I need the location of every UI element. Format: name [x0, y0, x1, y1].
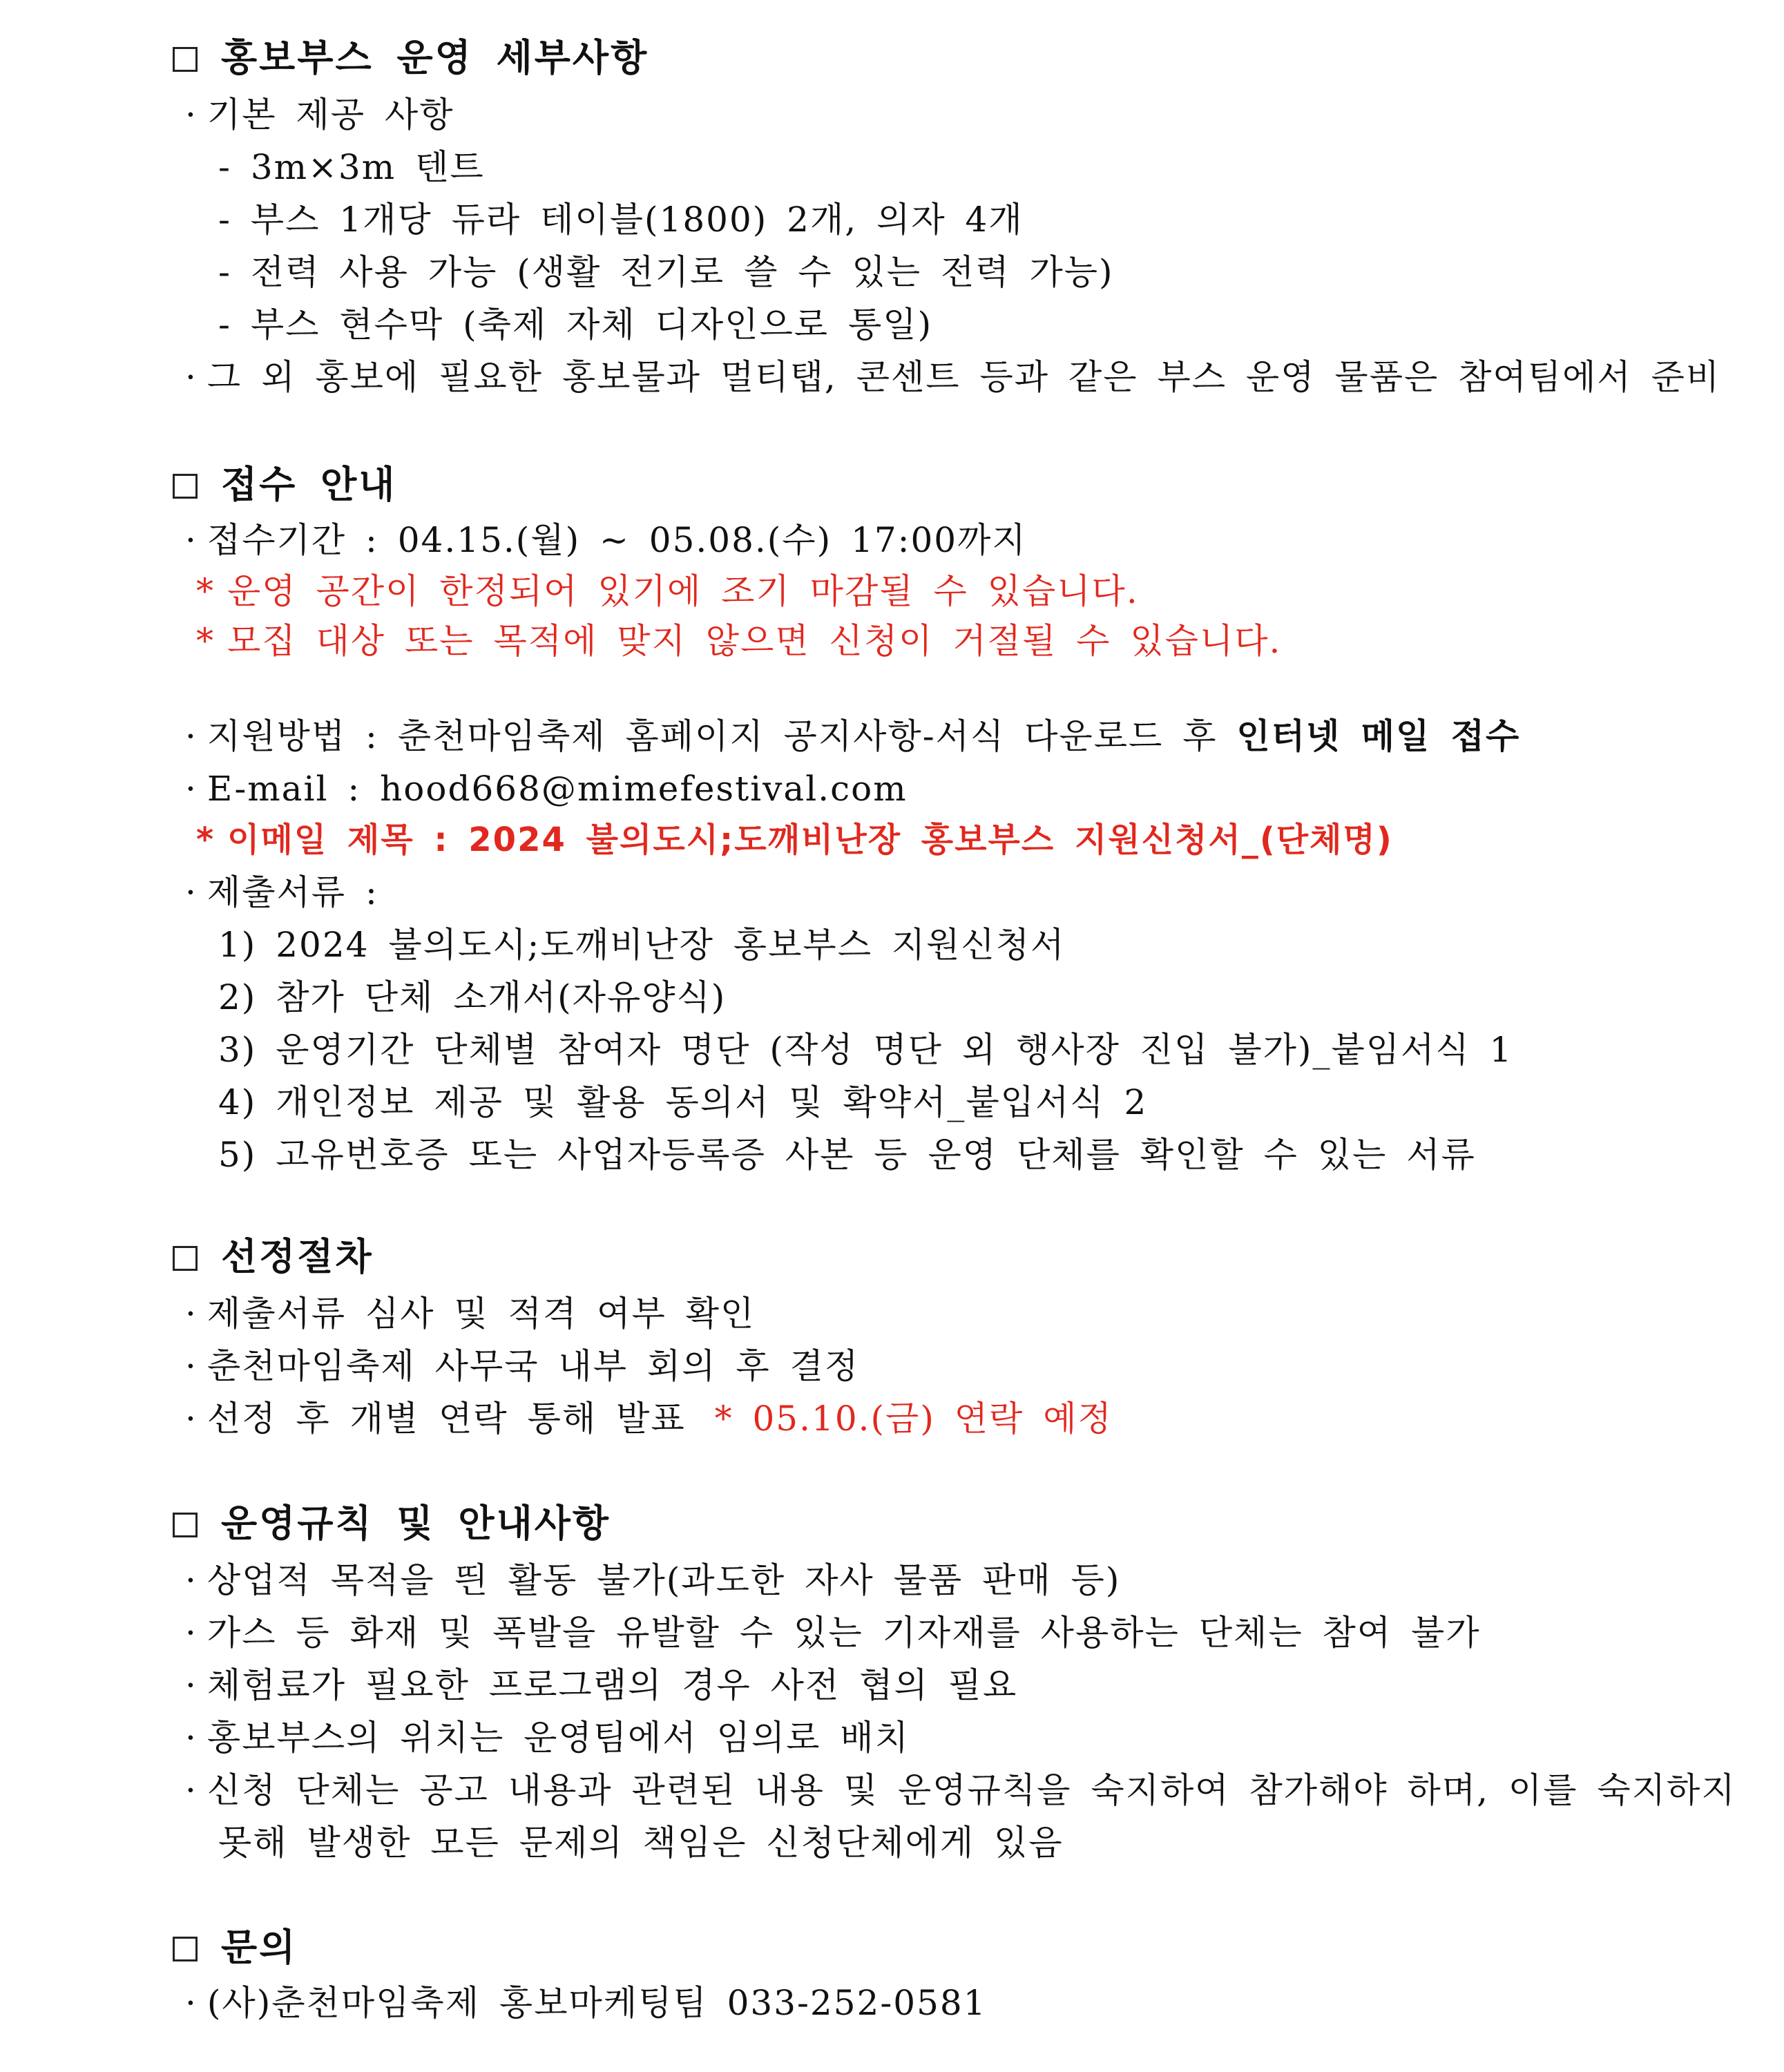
reception-method: · 지원방법 : 춘천마임축제 홈페이지 공지사항-서식 다운로드 후 인터넷 메일 접수	[185, 716, 1521, 756]
selection-item-3: · 선정 후 개별 연락 통해 발표 * 05.10.(금) 연락 예정	[185, 1399, 1113, 1439]
reception-email: · E-mail : hood668@mimefestival.com	[185, 769, 908, 809]
section-heading-booth: 홍보부스 운영 세부사항	[173, 37, 649, 79]
section-heading-selection: 선정절차	[173, 1236, 374, 1278]
rules-item-5-continued: 못해 발생한 모든 문제의 책임은 신청단체에게 있음	[218, 1823, 1064, 1863]
reception-doc-3: 3) 운영기간 단체별 참여자 명단 (작성 명단 외 행사장 진입 불가)_붙임서식 1	[218, 1030, 1513, 1070]
selection-item-2: · 춘천마임축제 사무국 내부 회의 후 결정	[185, 1346, 860, 1386]
booth-item-other: · 그 외 홍보에 필요한 홍보물과 멀티탭, 콘센트 등과 같은 부스 운영 물품은 참여팀에서 준비	[185, 357, 1721, 397]
booth-sub-power: - 전력 사용 가능 (생활 전기로 쓸 수 있는 전력 가능)	[218, 252, 1114, 292]
checkbox-icon	[173, 1937, 198, 1961]
checkbox-icon	[173, 47, 198, 72]
reception-note-early-close: * 운영 공간이 한정되어 있기에 조기 마감될 수 있습니다.	[196, 571, 1139, 611]
section-heading-inquiry: 문의	[173, 1927, 297, 1968]
section-heading-rules: 운영규칙 및 안내사항	[173, 1503, 611, 1544]
reception-note-rejection: * 모집 대상 또는 목적에 맞지 않으면 신청이 거절될 수 있습니다.	[196, 621, 1282, 661]
reception-docs-label: · 제출서류 :	[185, 872, 378, 912]
selection-contact-note: * 05.10.(금) 연락 예정	[714, 1399, 1113, 1439]
booth-sub-tent: - 3m×3m 텐트	[218, 147, 485, 187]
reception-doc-5: 5) 고유번호증 또는 사업자등록증 사본 등 운영 단체를 확인할 수 있는 서류	[218, 1135, 1476, 1175]
checkbox-icon	[173, 1246, 198, 1271]
reception-doc-1: 1) 2024 불의도시;도깨비난장 홍보부스 지원신청서	[218, 925, 1066, 965]
booth-sub-banner: - 부스 현수막 (축제 자체 디자인으로 통일)	[218, 305, 933, 345]
reception-period: · 접수기간 : 04.15.(월) ~ 05.08.(수) 17:00까지	[185, 520, 1027, 560]
rules-item-3: · 체험료가 필요한 프로그램의 경우 사전 협의 필요	[185, 1665, 1018, 1705]
booth-sub-table: - 부스 1개당 듀라 테이블(1800) 2개, 의자 4개	[218, 200, 1024, 240]
rules-item-2: · 가스 등 화재 및 폭발을 유발할 수 있는 기자재를 사용하는 단체는 참여 불가	[185, 1613, 1481, 1653]
booth-item-basic: · 기본 제공 사항	[185, 95, 454, 135]
reception-email-subject: * 이메일 제목 : 2024 불의도시;도깨비난장 홍보부스 지원신청서_(단체명)	[196, 821, 1393, 859]
reception-doc-4: 4) 개인정보 제공 및 활용 동의서 및 확약서_붙입서식 2	[218, 1082, 1148, 1122]
rules-item-5: · 신청 단체는 공고 내용과 관련된 내용 및 운영규칙을 숙지하여 참가해야 하며, 이를 숙지하지	[185, 1770, 1736, 1810]
rules-item-1: · 상업적 목적을 띈 활동 불가(과도한 자사 물품 판매 등)	[185, 1560, 1121, 1600]
section-heading-reception: 접수 안내	[173, 464, 396, 506]
checkbox-icon	[173, 1513, 198, 1537]
reception-doc-2: 2) 참가 단체 소개서(자유양식)	[218, 977, 727, 1017]
checkbox-icon	[173, 474, 198, 499]
rules-item-4: · 홍보부스의 위치는 운영팀에서 임의로 배치	[185, 1718, 910, 1758]
inquiry-contact: · (사)춘천마임축제 홍보마케팅팀 033-252-0581	[185, 1983, 987, 2023]
selection-item-1: · 제출서류 심사 및 적격 여부 확인	[185, 1294, 756, 1334]
